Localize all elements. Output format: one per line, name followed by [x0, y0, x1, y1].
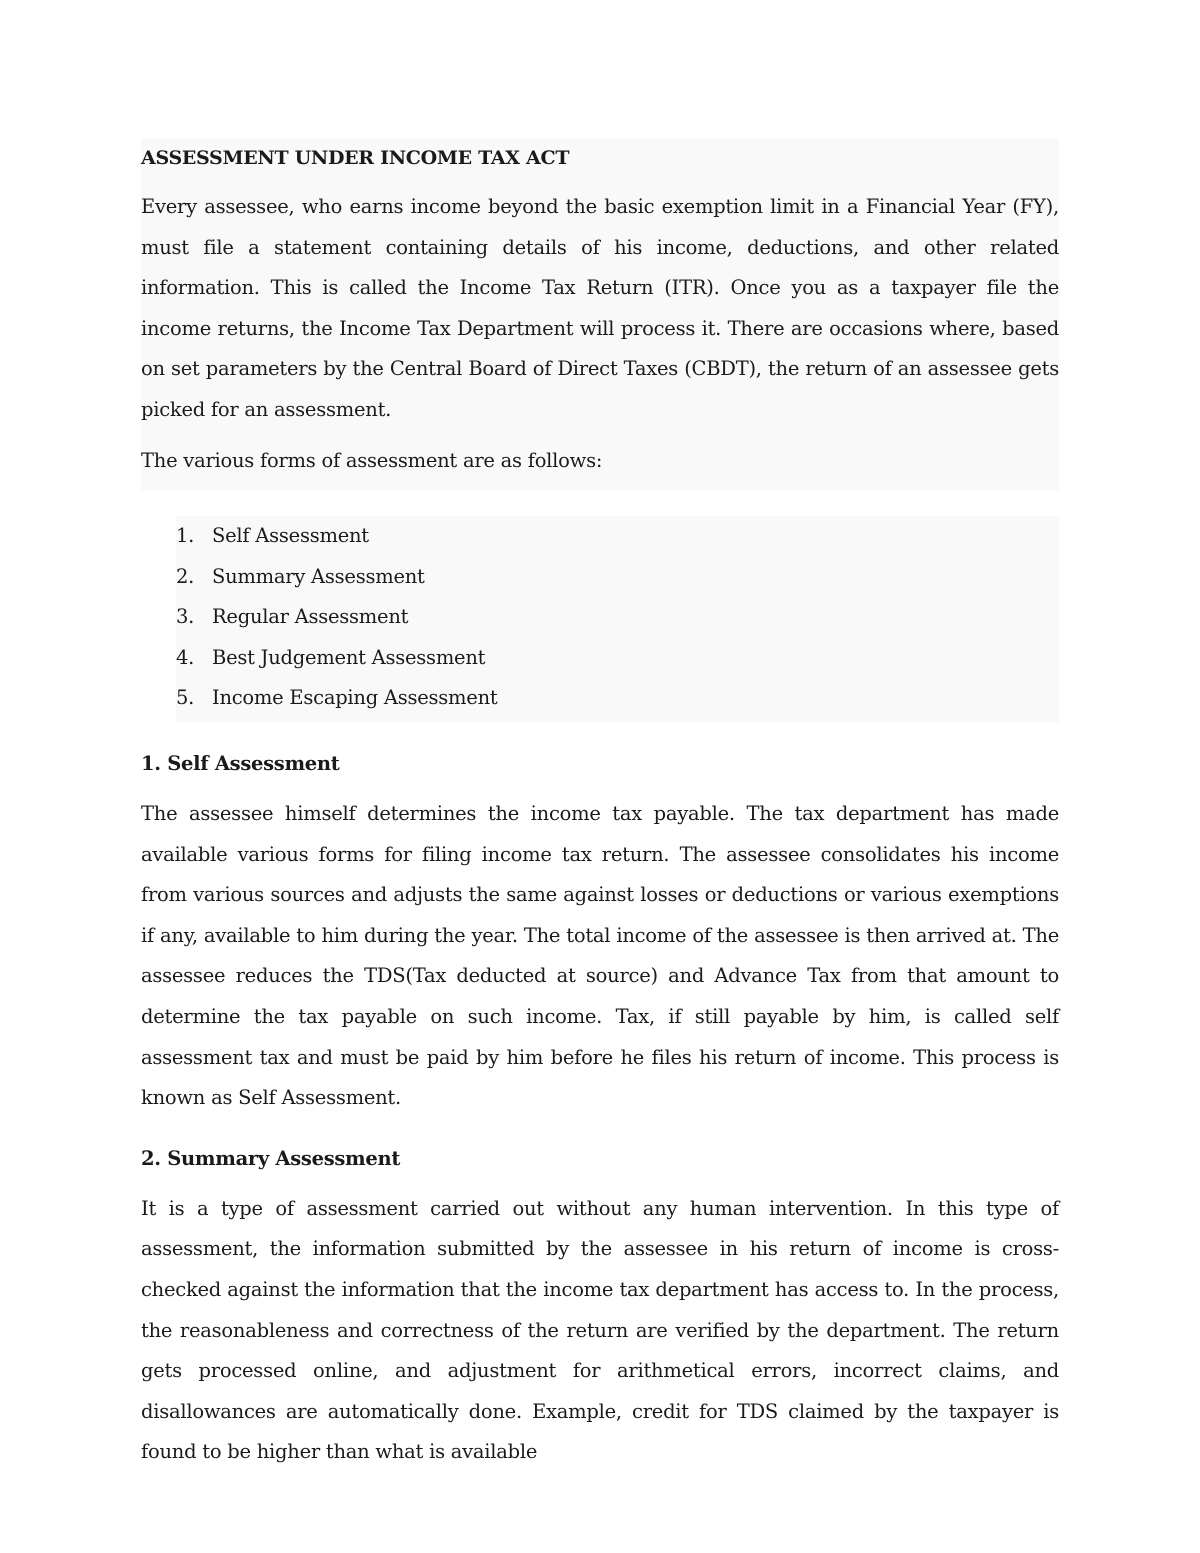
list-item-number: 5.: [176, 686, 195, 710]
list-item-number: 1.: [176, 524, 195, 547]
list-item-label: Self Assessment: [212, 524, 369, 547]
section-heading-summary-assessment: 2. Summary Assessment: [141, 1146, 401, 1170]
section-heading-self-assessment: 1. Self Assessment: [141, 752, 340, 775]
list-item: [176, 557, 1059, 598]
list-item-label: Summary Assessment: [212, 564, 425, 588]
list-item: [176, 597, 1059, 638]
intro-paragraph: Every assessee, who earns income beyond the basic exemption limit in a Financial Year (FY), must file a statement containing details of his income, deductions, and other related information. This is called the Income Tax Return (ITR). Once you as a taxpayer file the income returns, the Income Tax Department will process it. There are occasions where, based on set parameters by the Central Board of Direct Taxes (CBDT), the return of an assessee gets picked for an assessment.: [141, 195, 1059, 421]
list-item-number: 3.: [176, 605, 195, 629]
section-body-self-assessment: The assessee himself determines the income tax payable. The tax department has made available various forms for filing income tax return. The assessee consolidates his income from various sources and adjusts the same against losses or deductions or various exemptions if any, available to him during the year. The total income of the assessee is then arrived at. The assessee reduces the TDS(Tax deducted at source) and Advance Tax from that amount to determine the tax payable on such income. Tax, if still payable by him, is called self assessment tax and must be paid by him before he files his return of income. This process is known as Self Assessment.: [141, 802, 1059, 1110]
forms-intro: The various forms of assessment are as follows:: [141, 448, 603, 472]
document-page: [141, 138, 1059, 1473]
list-item-label: Income Escaping Assessment: [212, 686, 498, 710]
intro-block: [141, 138, 1059, 490]
list-item-label: Regular Assessment: [212, 605, 409, 629]
list-item-number: 4.: [176, 645, 195, 669]
document-title: ASSESSMENT UNDER INCOME TAX ACT: [141, 147, 570, 169]
assessment-forms-list: [176, 516, 1059, 722]
list-item-number: 2.: [176, 564, 195, 588]
list-item: [176, 516, 1059, 557]
list-item: [176, 638, 1059, 679]
list-item: [176, 678, 1059, 719]
list-item-label: Best Judgement Assessment: [212, 645, 486, 669]
section-body-summary-assessment: It is a type of assessment carried out without any human intervention. In this type of assessment, the information submitted by the assessee in his return of income is cross-checked against the information that the income tax department has access to. In the process, the reasonableness and correctness of the return are verified by the department. The return gets processed online, and adjustment for arithmetical errors, incorrect claims, and disallowances are automatically done. Example, credit for TDS claimed by the taxpayer is found to be higher than what is available: [141, 1196, 1059, 1464]
